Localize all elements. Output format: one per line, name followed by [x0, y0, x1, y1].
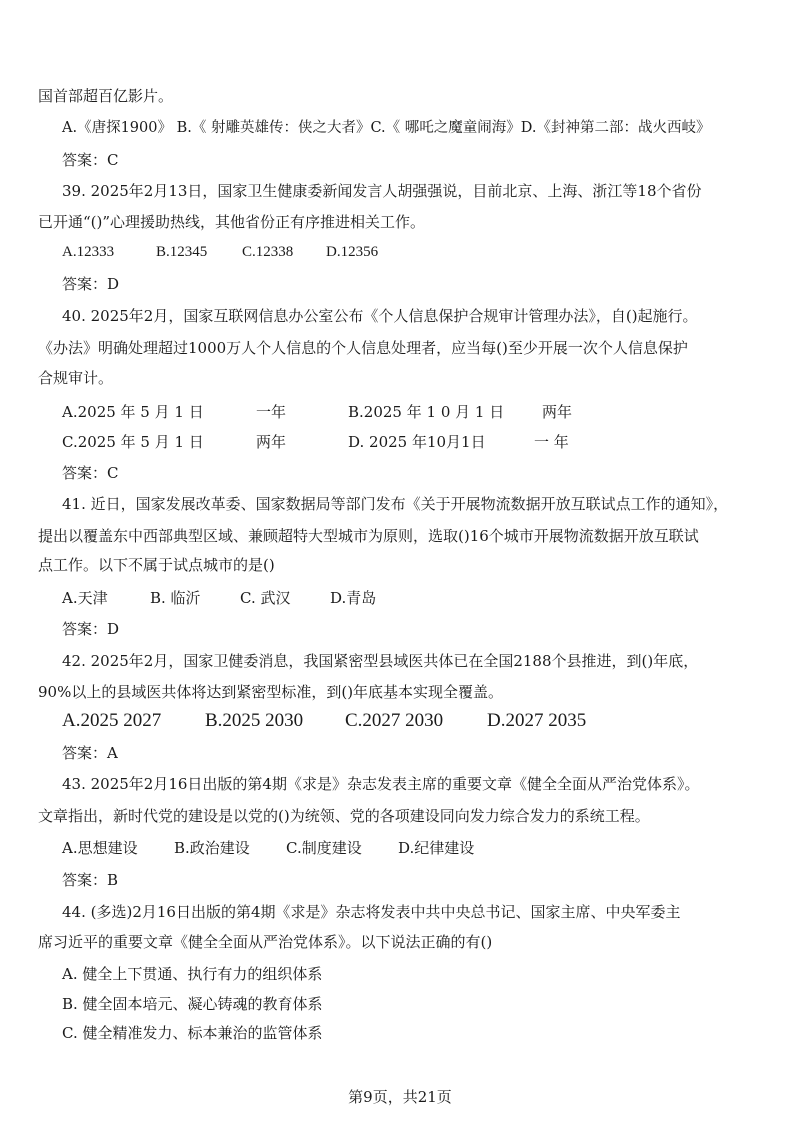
q40-stem-line2: 《办法》明确处理超过1000万人个人信息的个人信息处理者，应当每()至少开展一次个人信息保护 [38, 339, 688, 357]
q43-answer: 答案：B [62, 871, 119, 889]
q41-options [62, 588, 562, 610]
q42-option-d: D.2027 2035 [487, 710, 587, 731]
q40-options-row2 [62, 432, 682, 454]
q40-stem-line1: 40. 2025年2月，国家互联网信息办公室公布《个人信息保护合规审计管理办法》，自()起施行。 [62, 307, 698, 325]
q40-option-b-period: 两年 [542, 403, 573, 421]
q40-option-d-period: 一 年 [534, 433, 569, 451]
q39-option-c: C.12338 [242, 244, 294, 260]
q43-option-c: C.制度建设 [286, 839, 362, 857]
q38-tail: 国首部超百亿影片。 [38, 87, 174, 105]
q40-stem-line3: 合规审计。 [38, 369, 114, 387]
q42-option-a: A.2025 2027 [62, 710, 162, 731]
q42-stem-line2: 90%以上的县域医共体将达到紧密型标准，到()年底基本实现全覆盖。 [38, 683, 504, 701]
q43-option-a: A.思想建设 [62, 839, 138, 857]
q39-stem-line1: 39. 2025年2月13日，国家卫生健康委新闻发言人胡强强说，目前北京、上海、浙江等18个省份 [62, 182, 702, 200]
page-footer: 第9页，共21页 [348, 1088, 452, 1106]
q41-stem-line1: 41. 近日，国家发展改革委、国家数据局等部门发布《关于开展物流数据开放互联试点工作的通知》， [62, 495, 729, 513]
q43-stem-line2: 文章指出，新时代党的建设是以党的()为统领、党的各项建设同向发力综合发力的系统工程。 [38, 807, 650, 825]
q39-stem-line2: 已开通“()”心理援助热线，其他省份正有序推进相关工作。 [38, 213, 426, 231]
q44-option-b: B. 健全固本培元、凝心铸魂的教育体系 [62, 995, 323, 1013]
q41-option-d: D.青岛 [330, 589, 377, 607]
q38-answer: 答案：C [62, 151, 119, 169]
q42-answer: 答案：A [62, 744, 118, 762]
q44-stem-line2: 席习近平的重要文章《健全全面从严治党体系》。以下说法正确的有() [38, 933, 493, 951]
q42-options [62, 711, 682, 735]
q38-options: A.《唐探1900》 B.《 射雕英雄传：侠之大者》C.《 哪吒之魔童闹海》D.《封神第二部：战火西岐》 [62, 120, 711, 136]
q39-option-b: B.12345 [156, 244, 208, 260]
q43-options [62, 838, 562, 860]
q40-option-a: A.2025 年 5 月 1 日 [62, 403, 204, 421]
q40-option-c: C.2025 年 5 月 1 日 [62, 433, 204, 451]
q40-option-c-period: 两年 [256, 433, 287, 451]
q40-option-b: B.2025 年 1 0 月 1 日 [348, 403, 505, 421]
q40-options-row1 [62, 402, 682, 424]
q40-answer: 答案：C [62, 464, 119, 482]
q41-option-b: B. 临沂 [150, 589, 201, 607]
q40-option-d: D. 2025 年10月1日 [348, 433, 486, 451]
q43-option-b: B.政治建设 [174, 839, 250, 857]
q42-stem-line1: 42. 2025年2月，国家卫健委消息，我国紧密型县域医共体已在全国2188个县推进，到()年底， [62, 652, 699, 670]
q41-stem-line2: 提出以覆盖东中西部典型区域、兼顾超特大型城市为原则，选取()16个城市开展物流数据开放互联试 [38, 527, 699, 545]
q44-stem-line1: 44. (多选)2月16日出版的第4期《求是》杂志将发表中共中央总书记、国家主席、中央军委主 [62, 903, 681, 921]
q39-option-d: D.12356 [326, 244, 379, 260]
q39-option-a: A.12333 [62, 244, 115, 260]
q41-stem-line3: 点工作。以下不属于试点城市的是() [38, 556, 275, 574]
q40-option-a-period: 一年 [256, 403, 287, 421]
q43-stem-line1: 43. 2025年2月16日出版的第4期《求是》杂志发表主席的重要文章《健全全面从严治党体系》。 [62, 775, 700, 793]
q44-option-c: C. 健全精准发力、标本兼治的监管体系 [62, 1024, 323, 1042]
q43-option-d: D.纪律建设 [398, 839, 475, 857]
q44-option-a: A. 健全上下贯通、执行有力的组织体系 [62, 965, 323, 983]
q42-option-b: B.2025 2030 [205, 710, 304, 731]
q41-answer: 答案：D [62, 620, 120, 638]
q41-option-c: C. 武汉 [240, 589, 291, 607]
q39-answer: 答案：D [62, 275, 120, 293]
q39-options [62, 242, 662, 264]
q41-option-a: A.天津 [62, 589, 108, 607]
q42-option-c: C.2027 2030 [345, 710, 444, 731]
